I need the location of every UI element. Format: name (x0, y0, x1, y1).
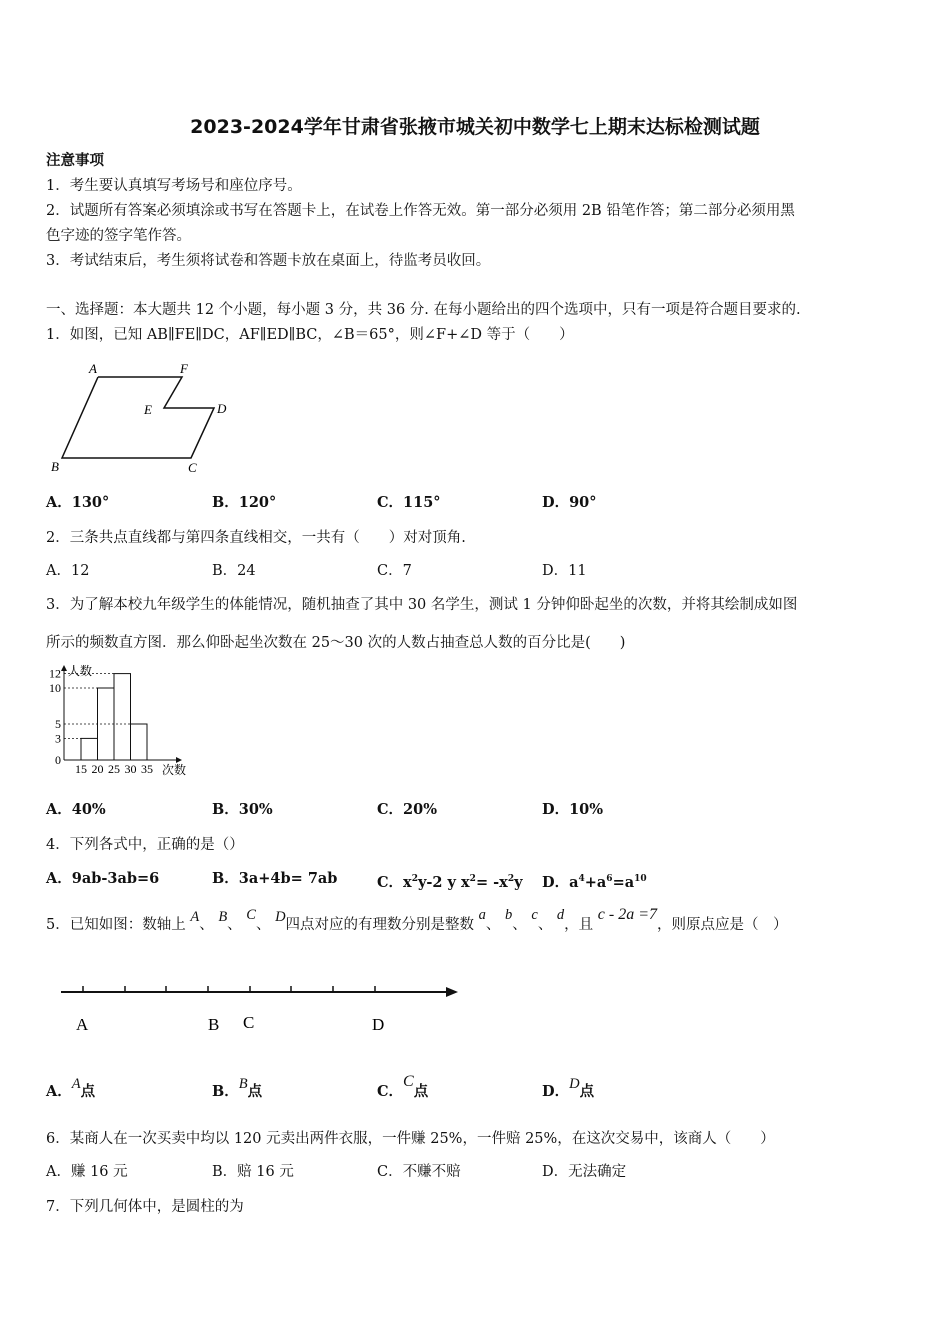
q3-option-c[interactable]: C．20% (377, 801, 437, 818)
histogram-bar (114, 674, 131, 760)
x-tick-label: 35 (141, 762, 153, 776)
question-3-line-2: 所示的频数直方图．那么仰卧起坐次数在 25～30 次的人数占抽查总人数的百分比是( ) (46, 635, 626, 651)
y-axis-label: 人数 (68, 664, 93, 678)
q1-option-d[interactable]: D．90° (542, 494, 597, 511)
q4-option-a[interactable] (46, 869, 159, 889)
q3-option-d[interactable]: D．10% (542, 801, 604, 818)
exponent: 2 (469, 874, 476, 884)
option-label: C． (377, 873, 404, 891)
option-label: A． (46, 870, 72, 887)
q1-figure (46, 358, 246, 478)
question-5 (46, 903, 788, 947)
x-tick-label: 25 (108, 762, 120, 776)
option-label: C． (377, 1083, 404, 1100)
x-axis-label: 次数 (162, 763, 187, 777)
sep: 、 (255, 917, 271, 933)
option-label: B． (212, 1083, 239, 1100)
axis-label-c: C (243, 1013, 255, 1032)
q4-option-d[interactable] (542, 869, 647, 893)
notice-item: 2．试题所有答案必须填涂或书写在答题卡上，在试卷上作答无效。第一部分必须用 2B 铅笔作答；第二部分必须用黑 (46, 203, 795, 219)
label-c: C (188, 460, 197, 475)
expr-part: x (403, 873, 412, 891)
var-a: a (478, 907, 486, 923)
x-tick-label: 30 (124, 762, 137, 776)
q6-option-c[interactable]: C．不赚不赔 (377, 1164, 461, 1180)
sep: 、 (199, 917, 214, 933)
question-2: 2．三条共点直线都与第四条直线相交，一共有（ ）对对顶角. (46, 530, 466, 546)
y-tick-label: 0 (55, 753, 61, 767)
sep: 、 (537, 917, 553, 933)
question-7: 7．下列几何体中，是圆柱的为 (46, 1199, 244, 1215)
label-a: A (89, 361, 97, 376)
expr-part: a (569, 873, 579, 891)
sep: 、 (227, 917, 242, 933)
exponent: 2 (411, 874, 418, 884)
exponent: 4 (578, 874, 585, 884)
option-suffix: 点 (579, 1083, 595, 1100)
notice-item: 3．考试结束后，考生须将试卷和答题卡放在桌面上，待监考员收回。 (46, 253, 491, 269)
option-point: C (403, 1073, 414, 1090)
y-tick-label: 3 (55, 731, 61, 746)
y-tick-label: 12 (49, 666, 61, 681)
q5-option-c[interactable] (377, 1072, 428, 1112)
var-d: d (556, 907, 565, 923)
label-d: D (217, 401, 227, 416)
q2-option-d[interactable]: D．11 (542, 563, 587, 579)
axis-label-d: D (372, 1015, 385, 1034)
q4-option-b[interactable] (212, 869, 337, 889)
q5-text: ，则原点应是（ ） (657, 917, 788, 933)
number-line (56, 975, 476, 1045)
option-expr: 9ab-3ab=6 (71, 870, 160, 887)
q6-option-d[interactable]: D．无法确定 (542, 1164, 627, 1180)
y-tick-label: 5 (55, 717, 61, 731)
q1-option-b[interactable]: B．120° (212, 494, 277, 511)
label-b: B (51, 459, 59, 474)
q2-option-a[interactable]: A．12 (46, 563, 90, 579)
q5-text: 四点对应的有理数分别是整数 (285, 917, 475, 933)
sep: 、 (485, 917, 501, 933)
question-6: 6．某商人在一次买卖中均以 120 元卖出两件衣服，一件赚 25%，一件赔 25%，在这次交易中，该商人（ ） (46, 1131, 775, 1147)
q6-option-a[interactable]: A．赚 16 元 (46, 1164, 128, 1180)
question-1: 1．如图，已知 AB∥FE∥DC，AF∥ED∥BC，∠B＝65°，则∠F+∠D 等于（ ） (46, 327, 574, 343)
option-point: D (569, 1076, 580, 1092)
option-expr: 3a+4b= 7ab (238, 870, 338, 887)
var-b: b (505, 907, 513, 923)
histogram-bar (131, 724, 148, 760)
expr-part: y (514, 873, 523, 891)
q5-option-b[interactable] (212, 1072, 262, 1112)
notice-heading: 注意事项 (46, 152, 104, 169)
question-4: 4．下列各式中，正确的是（） (46, 837, 244, 853)
expr-part: y-2 y x (417, 873, 470, 891)
option-suffix: 点 (247, 1083, 263, 1100)
axis-label-b: B (208, 1015, 220, 1034)
var-d-point: D (275, 909, 286, 925)
notice-item: 色字迹的签字笔作答。 (46, 228, 191, 244)
option-label: D． (542, 873, 570, 891)
q6-option-b[interactable]: B．赔 16 元 (212, 1164, 294, 1180)
option-suffix: 点 (413, 1083, 429, 1100)
sep: 、 (512, 917, 527, 933)
option-label: A． (46, 1083, 72, 1100)
q5-text: 5．已知如图：数轴上 (46, 917, 186, 933)
var-c-point: C (246, 907, 256, 923)
option-point: B (238, 1076, 248, 1092)
q1-option-c[interactable]: C．115° (377, 494, 441, 511)
option-label: D． (542, 1083, 570, 1100)
expr-part: =a (612, 873, 635, 891)
exponent: 10 (634, 874, 647, 884)
question-3-line-1: 3．为了解本校九年级学生的体能情况，随机抽查了其中 30 名学生，测试 1 分钟仰卧起坐的次数，并将其绘制成如图 (46, 597, 798, 613)
exponent: 6 (606, 874, 613, 884)
y-tick-label: 10 (49, 681, 61, 695)
q5-option-a[interactable] (46, 1072, 95, 1112)
expr-part: = -x (475, 873, 508, 891)
var-c: c (531, 907, 538, 923)
q3-option-a[interactable]: A．40% (46, 801, 106, 818)
q5-option-d[interactable] (542, 1072, 594, 1112)
label-f: F (180, 361, 188, 376)
q5-condition: c - 2a =7 (597, 906, 658, 923)
page-title: 2023-2024学年甘肃省张掖市城关初中数学七上期末达标检测试题 (190, 116, 760, 138)
q5-text: ，且 (564, 917, 594, 933)
q3-option-b[interactable]: B．30% (212, 801, 273, 818)
notice-item: 1．考生要认真填写考场号和座位序号。 (46, 178, 302, 194)
var-b-point: B (218, 909, 228, 925)
label-e: E (144, 402, 152, 417)
section-heading: 一、选择题：本大题共 12 个小题，每小题 3 分，共 36 分. 在每小题给出的四个选项中，只有一项是符合题目要求的. (46, 302, 801, 318)
var-a-point: A (190, 909, 200, 925)
axis-label-a: A (76, 1015, 89, 1034)
x-tick-label: 15 (75, 762, 87, 776)
q1-option-a[interactable]: A．130° (46, 494, 110, 511)
option-suffix: 点 (80, 1083, 96, 1100)
option-point: A (71, 1076, 81, 1092)
option-label: B． (212, 870, 239, 887)
histogram-bar (81, 738, 98, 760)
expr-part: +a (584, 873, 607, 891)
x-tick-label: 20 (91, 762, 104, 776)
q2-option-b[interactable]: B．24 (212, 563, 256, 579)
q2-option-c[interactable]: C．7 (377, 563, 412, 579)
q3-histogram (44, 662, 204, 780)
exponent: 2 (507, 874, 515, 884)
q4-option-c[interactable] (377, 869, 523, 893)
